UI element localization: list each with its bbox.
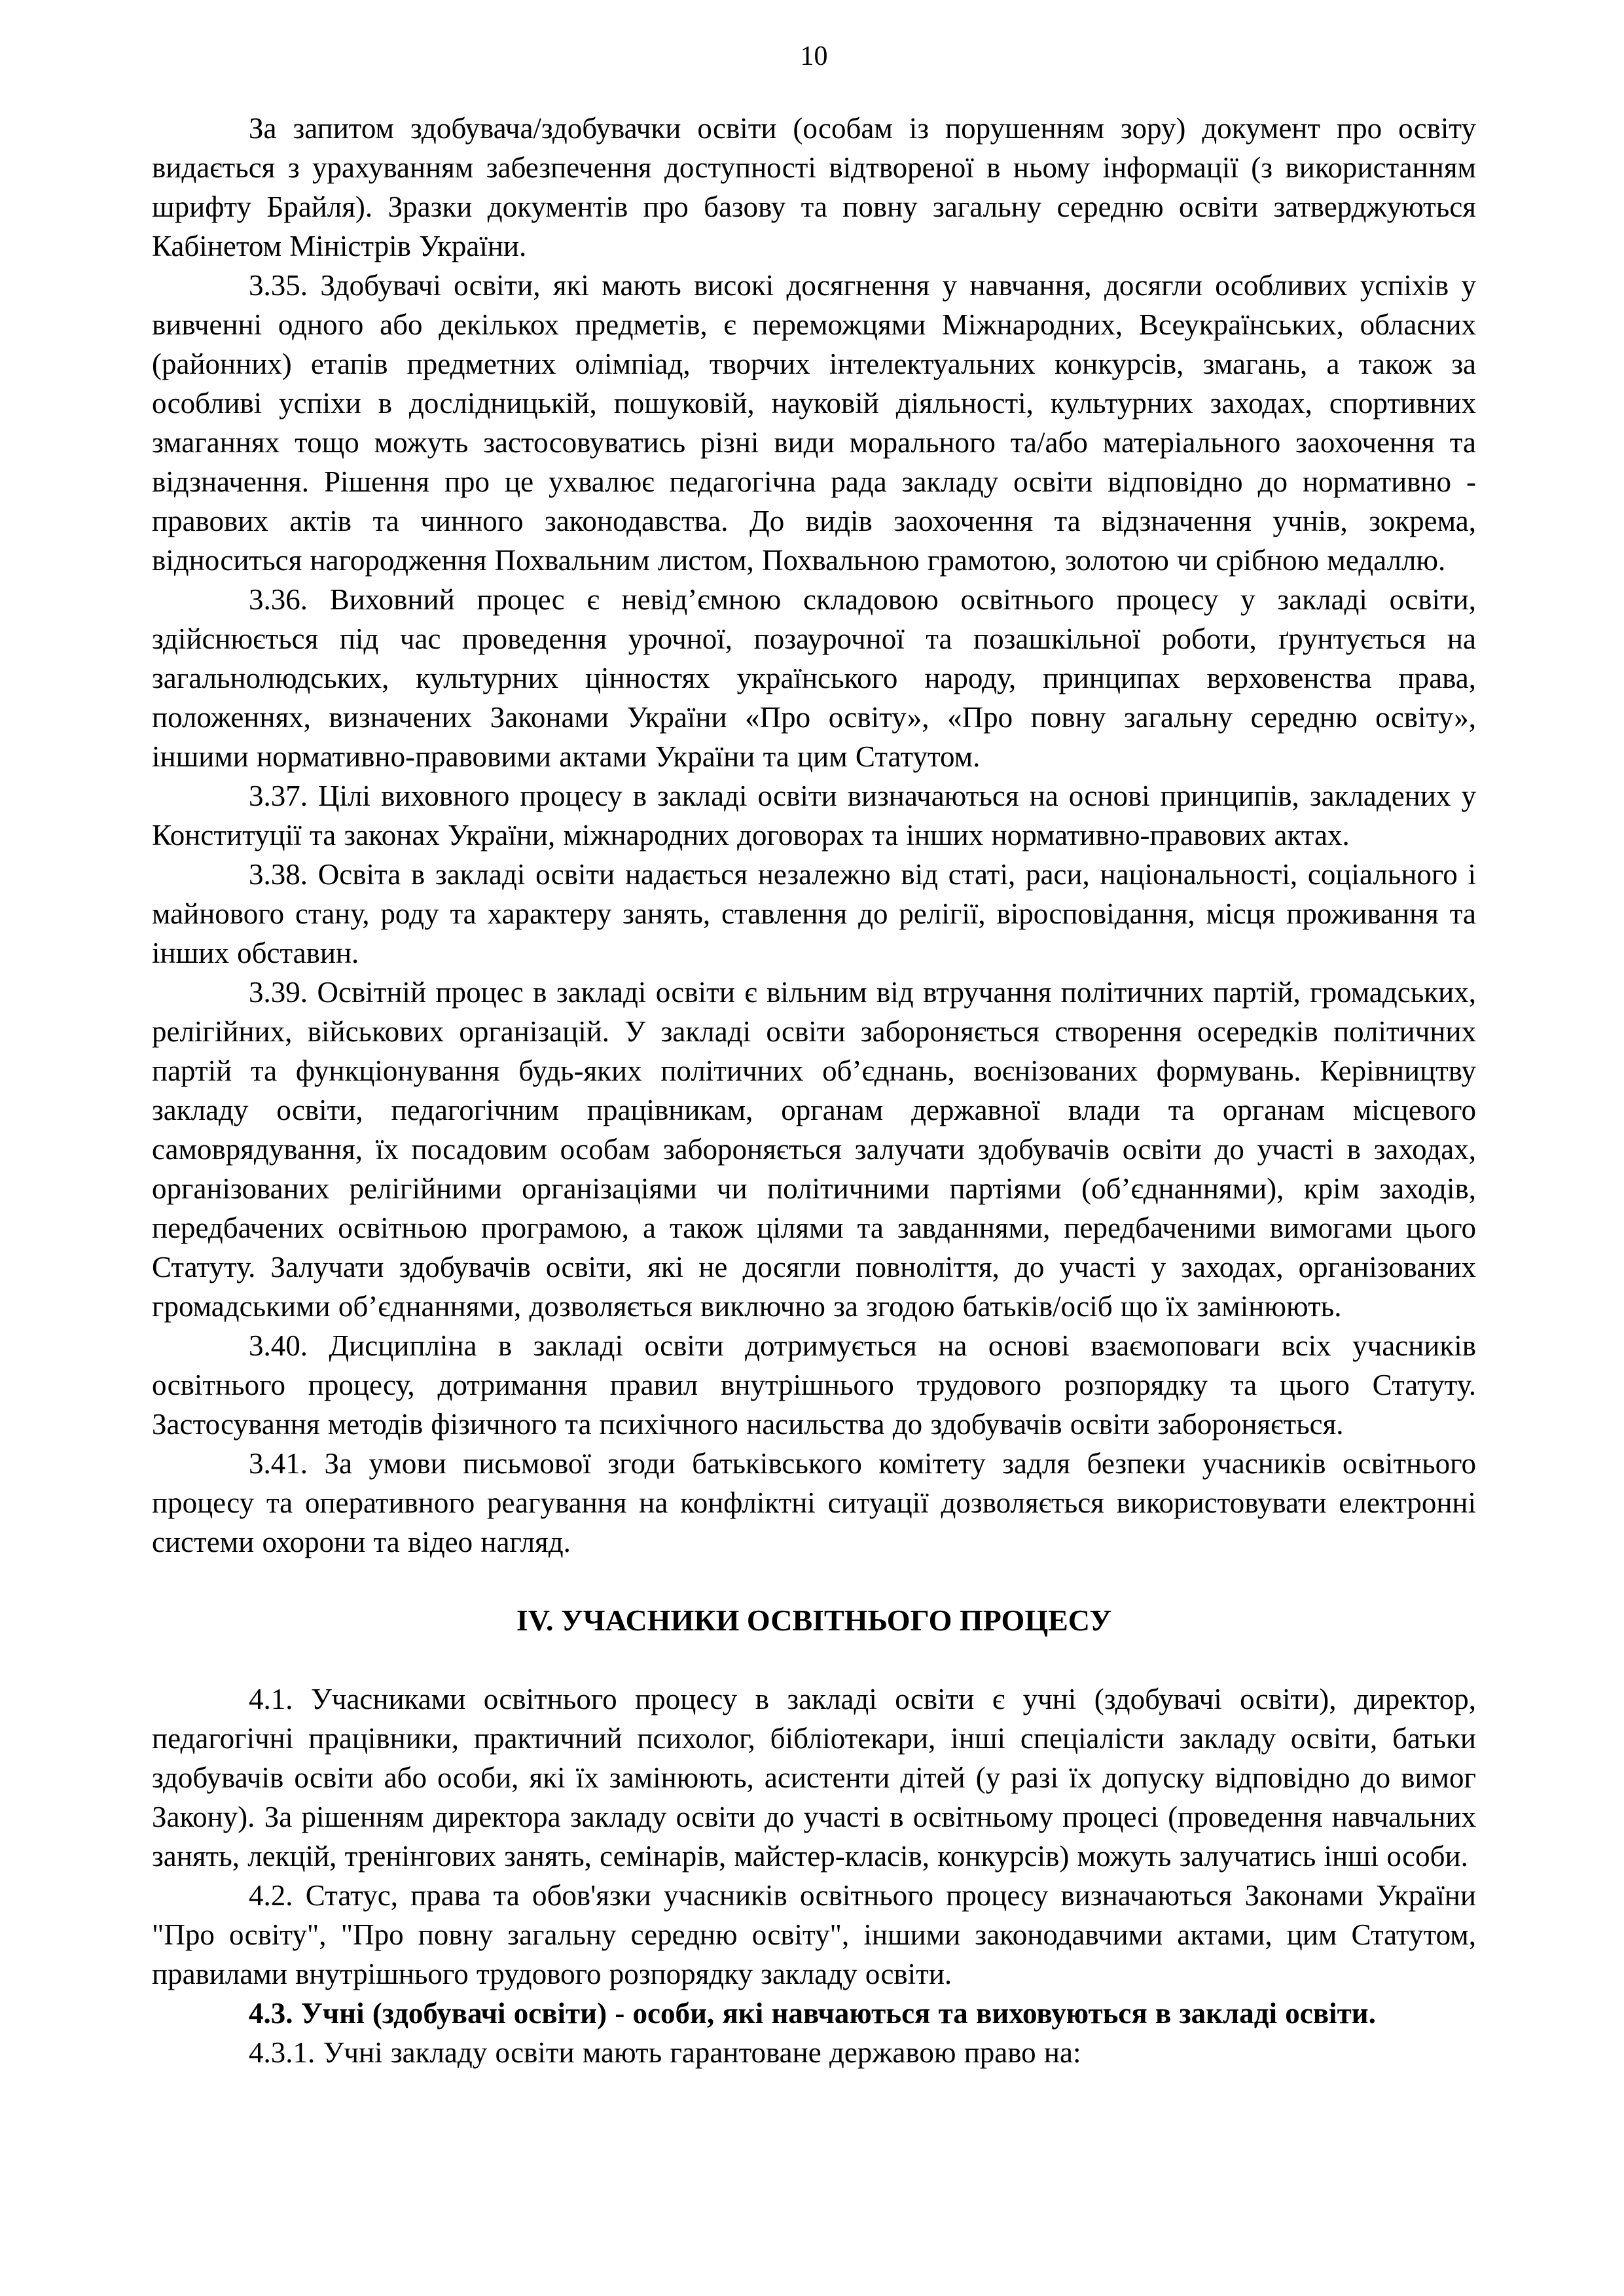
paragraph-4-1: 4.1. Учасниками освітнього процесу в закладі освіти є учні (здобувачі освіти), директор, педагогічні працівники, практичний психолог, бібліотекари, інші спеціалісти закладу освіти, батьки здобувачів освіти або особи, які їх замінюють, асистенти дітей (у разі їх допуску відповідно до вимог Закону). За рішенням директора закладу освіти до участі в освітньому процесі (проведення навчальних занять, лекцій, тренінгових занять, семінарів, майстер-класів, конкурсів) можуть залучатись інші особи. [152,1683,1476,1873]
paragraph-3-36: 3.36. Виховний процес є невід’ємною складовою освітнього процесу у закладі освіти, здійснюється під час проведення урочної, позаурочної та позашкільної роботи, ґрунтується на загальнолюдських, культурних цінностях українського народу, принципах верховенства права, положеннях, визначених Законами України «Про освіту», «Про повну загальну середню освіту», іншими нормативно-правовими актами України та цим Статутом. [152,583,1476,773]
paragraph-3-35: 3.35. Здобувачі освіти, які мають високі досягнення у навчання, досягли особливих успіхів у вивченні одного або декількох предметів, є переможцями Міжнародних, Всеукраїнських, обласних (районних) етапів предметних олімпіад, творчих інтелектуальних конкурсів, змагань, а також за особливі успіхи в дослідницькій, пошуковій, науковій діяльності, культурних заходах, спортивних змаганнях тощо можуть застосовуватись різні види морального та/або матеріального заохочення та відзначення. Рішення про це ухвалює педагогічна рада закладу освіти відповідно до нормативно - правових актів та чинного законодавства. До видів заохочення та відзначення учнів, зокрема, відноситься нагородження Похвальним листом, Похвальною грамотою, золотою чи срібною медаллю. [152,269,1476,577]
paragraph-3-40: 3.40. Дисципліна в закладі освіти дотримується на основі взаємоповаги всіх учасників освітнього процесу, дотримання правил внутрішнього трудового розпорядку та цього Статуту. Застосування методів фізичного та психічного насильства до здобувачів освіти забороняється. [152,1329,1476,1441]
paragraph-4-3-1: 4.3.1. Учні закладу освіти мають гарантоване державою право на: [249,2036,1081,2069]
document-body [152,109,1476,2072]
page-number: 10 [800,41,828,71]
paragraph-3-37: 3.37. Цілі виховного процесу в закладі освіти визначаються на основі принципів, закладених у Конституції та законах України, міжнародних договорах та інших нормативно-правових актах. [152,780,1476,852]
paragraph-intro: За запитом здобувача/здобувачки освіти (особам із порушенням зору) документ про освіту видається з урахуванням забезпечення доступності відтвореної в ньому інформації (з використанням шрифту Брайля). Зразки документів про базову та повну загальну середню освіти затверджуються Кабінетом Міністрів України. [152,112,1476,262]
section-heading-iv: IV. УЧАСНИКИ ОСВІТНЬОГО ПРОЦЕСУ [516,1604,1112,1637]
paragraph-3-39: 3.39. Освітній процес в закладі освіти є вільним від втручання політичних партій, громадських, релігійних, військових організацій. У закладі освіти забороняється створення осередків політичних партій та функціонування будь-яких політичних об’єднань, воєнізованих формувань. Керівництву закладу освіти, педагогічним працівникам, органам державної влади та органам місцевого самоврядування, їх посадовим особам забороняється залучати здобувачів освіти до участі в заходах, організованих релігійними організаціями чи політичними партіями (об’єднаннями), крім заходів, передбачених освітньою програмою, а також цілями та завданнями, передбаченими вимогами цього Статуту. Залучати здобувачів освіти, які не досягли повноліття, до участі у заходах, організованих громадськими об’єднаннями, дозволяється виключно за згодою батьків/осіб що їх замінюють. [152,976,1476,1323]
paragraph-4-3: 4.3. Учні (здобувачі освіти) - особи, які навчаються та виховуються в закладі освіти. [249,1997,1376,2030]
paragraph-3-38: 3.38. Освіта в закладі освіти надається незалежно від статі, раси, національності, соціального і майнового стану, роду та характеру занять, ставлення до релігії, віросповідання, місця проживання та інших обставин. [152,858,1476,969]
paragraph-3-41: 3.41. За умови письмової згоди батьківського комітету задля безпеки учасників освітнього процесу та оперативного реагування на конфліктні ситуації дозволяється використовувати електронні системи охорони та відео нагляд. [152,1447,1476,1558]
paragraph-4-2: 4.2. Статус, права та обов'язки учасників освітнього процесу визначаються Законами України "Про освіту", "Про повну загальну середню освіту", іншими законодавчими актами, цим Статутом, правилами внутрішнього трудового розпорядку закладу освіти. [152,1879,1476,1990]
